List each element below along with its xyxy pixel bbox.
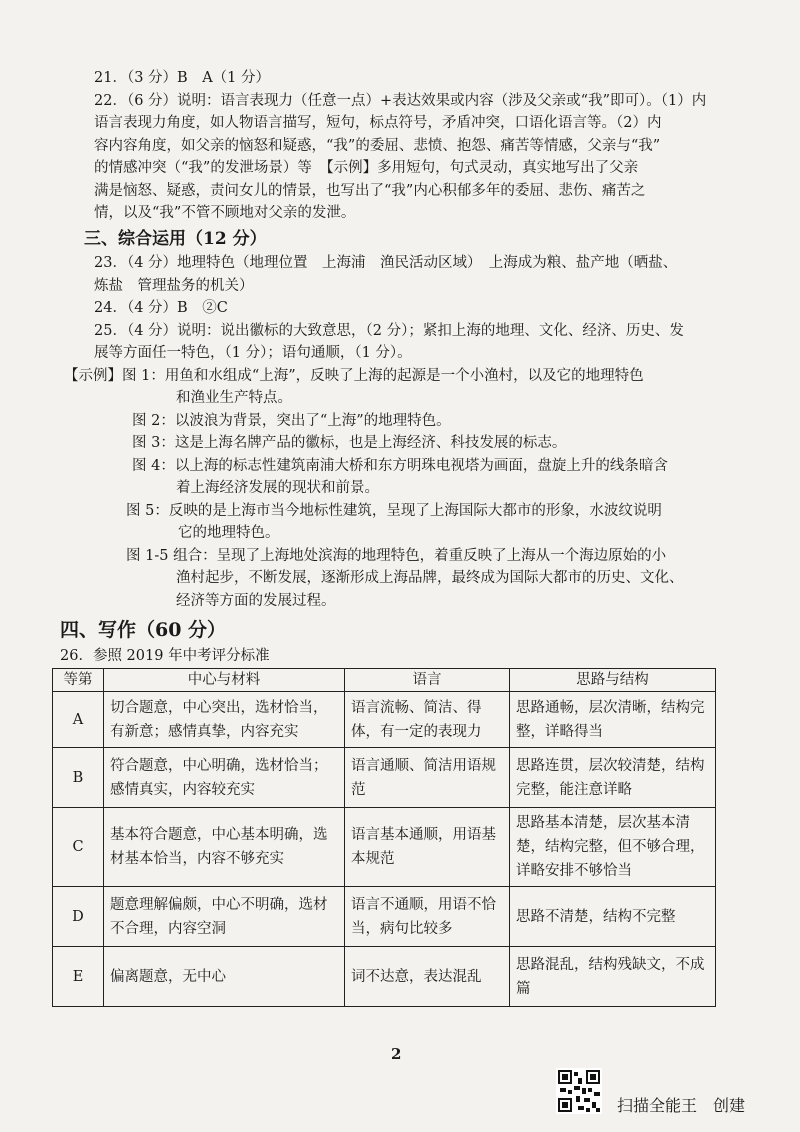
table-row	[53, 808, 716, 887]
language-cell: 词不达意，表达混乱	[345, 947, 510, 1007]
answer-22-line-6: 情，以及“我”不管不顾地对父亲的发泄。	[94, 205, 356, 221]
grade-cell: E	[53, 947, 104, 1007]
grade-cell: C	[53, 808, 104, 887]
qr-code-icon	[556, 1068, 602, 1114]
scanner-watermark: 扫描全能王 创建	[617, 1096, 746, 1115]
structure-cell: 思路基本清楚，层次基本清楚，结构完整，但不够合理，详略安排不够恰当	[510, 808, 716, 887]
structure-cell: 思路连贯，层次较清楚，结构完整，能注意详略	[510, 748, 716, 808]
answer-26-intro: 26．参照 2019 年中考评分标准	[60, 648, 270, 664]
language-cell: 语言流畅、简洁、得体，有一定的表现力	[345, 692, 510, 748]
example-fig-2: 图 2：以波浪为背景，突出了“上海”的地理特色。	[132, 413, 451, 429]
answer-22-line-2: 语言表现力角度，如人物语言描写，短句，标点符号，矛盾冲突，口语化语言等。（2）内	[94, 115, 662, 131]
example-fig-4: 图 4：以上海的标志性建筑南浦大桥和东方明珠电视塔为画面，盘旋上升的线条暗含	[132, 458, 668, 474]
answer-23-line-2: 炼盐 管理盐务的机关）	[94, 278, 254, 294]
example-fig-5: 图 5：反映的是上海市当今地标性建筑，呈现了上海国际大都市的形象，水波纹说明	[126, 503, 662, 519]
answer-22-line-5: 满是恼怒、疑惑，责问女儿的情景，也写出了“我”内心积郁多年的委屈、悲伤、痛苦之	[94, 183, 646, 199]
content-cell: 切合题意，中心突出，选材恰当，有新意；感情真挚，内容充实	[104, 692, 345, 748]
page-number: 2	[391, 1045, 402, 1063]
answer-24: 24．（4 分）B ②C	[94, 300, 228, 316]
structure-cell: 思路混乱，结构残缺文，不成篇	[510, 947, 716, 1007]
table-row	[53, 947, 716, 1007]
table-row	[53, 748, 716, 808]
content-cell: 题意理解偏颇，中心不明确，选材不合理，内容空洞	[104, 887, 345, 947]
content-cell: 基本符合题意，中心基本明确，选材基本恰当，内容不够充实	[104, 808, 345, 887]
example-combo: 图 1-5 组合：呈现了上海地处滨海的地理特色，着重反映了上海从一个海边原始的小	[126, 548, 667, 564]
content-cell: 符合题意，中心明确，选材恰当；感情真实，内容较充实	[104, 748, 345, 808]
language-cell: 语言基本通顺，用语基本规范	[345, 808, 510, 887]
answer-22-line-4: 的情感冲突（“我”的发泄场景）等 【示例】多用短句，句式灵动，真实地写出了父亲	[94, 160, 639, 176]
example-fig-1: 【示例】图 1：用鱼和水组成“上海”，反映了上海的起源是一个小渔村，以及它的地理特色	[64, 368, 644, 384]
table-row	[53, 692, 716, 748]
table-row	[53, 887, 716, 947]
example-combo-cont-1: 渔村起步，不断发展，逐渐形成上海品牌，最终成为国际大都市的历史、文化、	[176, 570, 684, 586]
answer-25-line-2: 展等方面任一特色，（1 分）；语句通顺，（1 分）。	[94, 345, 412, 361]
header-grade: 等第	[53, 669, 104, 692]
structure-cell: 思路通畅，层次清晰，结构完整，详略得当	[510, 692, 716, 748]
section-4-heading: 四、写作（60 分）	[60, 619, 227, 641]
grade-cell: D	[53, 887, 104, 947]
content-cell: 偏离题意，无中心	[104, 947, 345, 1007]
grading-table	[52, 668, 716, 1007]
answer-21: 21．（3 分）B A（1 分）	[94, 70, 270, 86]
example-combo-cont-2: 经济等方面的发展过程。	[176, 593, 336, 609]
grade-cell: A	[53, 692, 104, 748]
example-fig-1-cont: 和渔业生产特点。	[176, 390, 292, 406]
answer-22-line-1: 22．（6 分）说明：语言表现力（任意一点）+表达效果或内容（涉及父亲或“我”即可）。（1）内	[94, 93, 707, 109]
example-fig-3: 图 3：这是上海名牌产品的徽标，也是上海经济、科技发展的标志。	[132, 435, 567, 451]
structure-cell: 思路不清楚，结构不完整	[510, 887, 716, 947]
answer-22-line-3: 容内容角度，如父亲的恼怒和疑惑，“我”的委屈、悲愤、抱怨、痛苦等情感，父亲与“我”	[94, 138, 661, 154]
example-fig-4-cont: 着上海经济发展的现状和前景。	[176, 480, 379, 496]
answer-25-line-1: 25．（4 分）说明：说出徽标的大致意思，（2 分）；紧扣上海的地理、文化、经济、历史、发	[94, 323, 684, 339]
language-cell: 语言不通顺，用语不恰当，病句比较多	[345, 887, 510, 947]
grade-cell: B	[53, 748, 104, 808]
language-cell: 语言通顺、简洁用语规范	[345, 748, 510, 808]
table-header-row	[53, 669, 716, 692]
example-fig-5-cont: 它的地理特色。	[178, 525, 280, 541]
header-language: 语言	[345, 669, 510, 692]
header-content: 中心与材料	[104, 669, 345, 692]
header-structure: 思路与结构	[510, 669, 716, 692]
section-3-heading: 三、综合运用（12 分）	[84, 229, 267, 249]
answer-23-line-1: 23．（4 分）地理特色（地理位置 上海浦 渔民活动区域） 上海成为粮、盐产地（晒盐、	[94, 255, 678, 271]
